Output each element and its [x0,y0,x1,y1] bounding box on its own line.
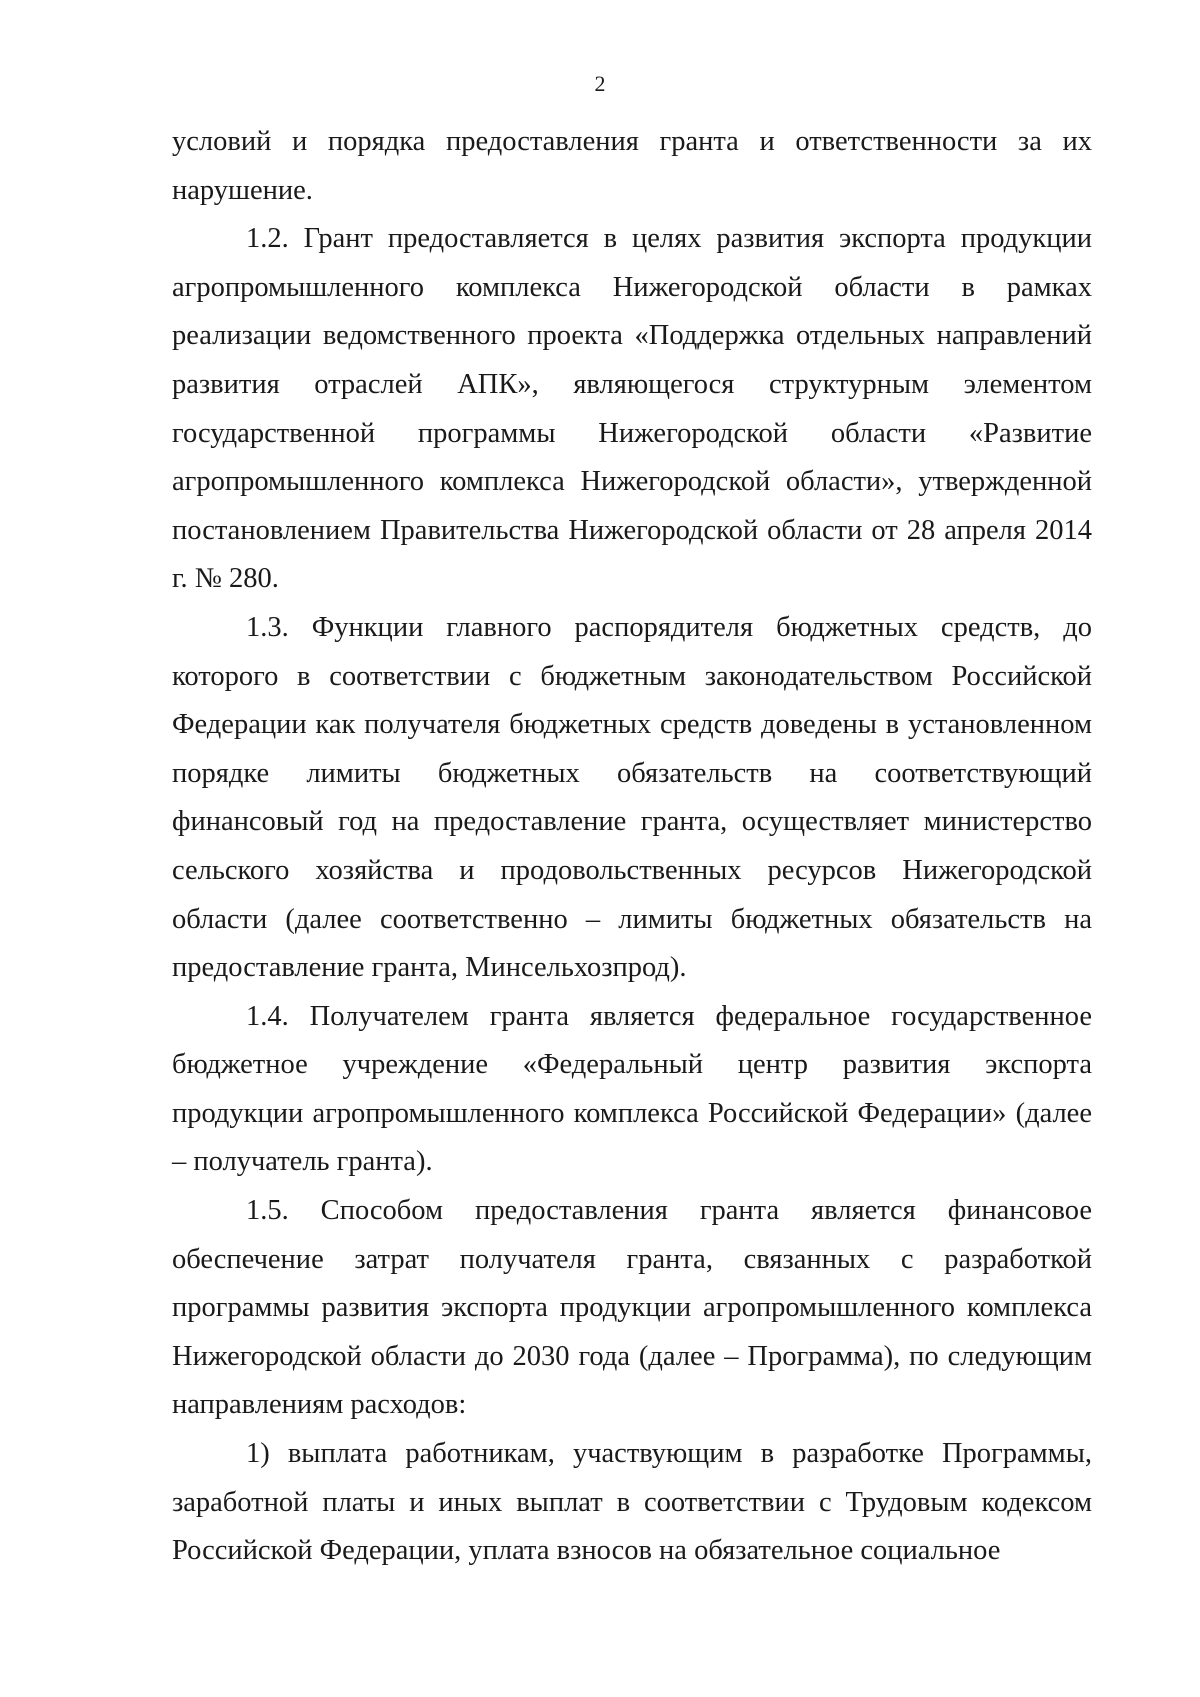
paragraph-1-5: 1.5. Способом предоставления гранта является финансовое обеспечение затрат получателя гранта, связанных с разработкой программы развития экспорта продукции агропромышленного комплекса Нижегородской области до 2030 года (далее – Программа), по следующим направлениям расходов: [172,1195,1092,1421]
page-number: 2 [594,71,606,96]
paragraph-1-2: 1.2. Грант предоставляется в целях развития экспорта продукции агропромышленного комплекса Нижегородской области в рамках реализации ведомственного проекта «Поддержка отдельных направлений развития отраслей АПК», являющегося структурным элементом государственной программы Нижегородской области «Развитие агропромышленного комплекса Нижегородской области», утвержденной постановлением Правительства Нижегородской области от 28 апреля 2014 г. № 280. [172,223,1092,595]
document-body [172,118,1092,1576]
paragraph-1-4: 1.4. Получателем гранта является федеральное государственное бюджетное учреждение «Федеральный центр развития экспорта продукции агропромышленного комплекса Российской Федерации» (далее – получатель гранта). [172,1000,1092,1178]
paragraph-1-3: 1.3. Функции главного распорядителя бюджетных средств, до которого в соответствии с бюджетным законодательством Российской Федерации как получателя бюджетных средств доведены в установленном порядке лимиты бюджетных обязательств на соответствующий финансовый год на предоставление гранта, осуществляет министерство сельского хозяйства и продовольственных ресурсов Нижегородской области (далее соответственно – лимиты бюджетных обязательств на предоставление гранта, Минсельхозпрод). [172,611,1092,984]
paragraph-continuation: условий и порядка предоставления гранта и ответственности за их нарушение. [172,126,1092,206]
list-item-1: 1) выплата работникам, участвующим в разработке Программы, заработной платы и иных выплат в соответствии с Трудовым кодексом Российской Федерации, уплата взносов на обязательное социальное [172,1438,1092,1567]
